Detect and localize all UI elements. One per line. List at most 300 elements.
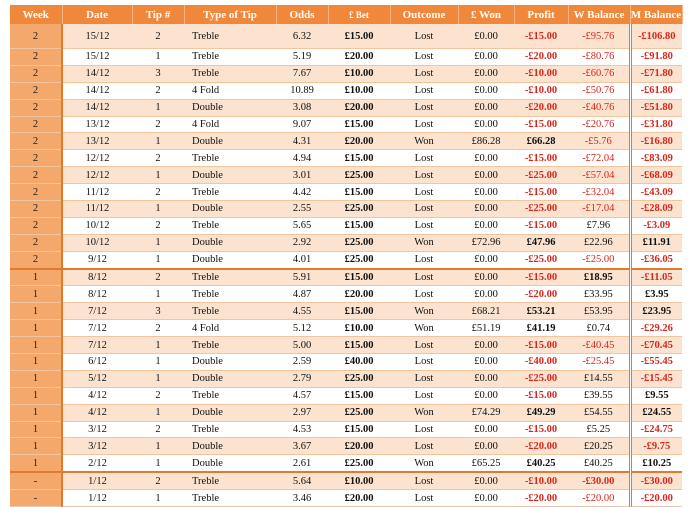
odds-cell: 4.42 [276, 184, 328, 201]
won-cell: £72.96 [458, 234, 514, 251]
tip-cell: 2 [132, 387, 184, 404]
w-balance-cell: -£20.76 [568, 116, 630, 133]
tip-cell: 2 [132, 82, 184, 99]
week-cell: 2 [10, 184, 62, 201]
outcome-cell: Won [390, 133, 458, 150]
outcome-cell: Lost [390, 286, 458, 303]
date-cell: 9/12 [62, 251, 132, 268]
outcome-cell: Lost [390, 49, 458, 66]
week-cell: 1 [10, 337, 62, 354]
m-balance-cell: -£31.80 [630, 116, 682, 133]
profit-cell: -£20.00 [514, 49, 568, 66]
m-balance-cell: -£36.05 [630, 251, 682, 268]
tip-cell: 1 [132, 286, 184, 303]
header-profit: Profit [514, 5, 568, 24]
profit-cell: -£20.00 [514, 99, 568, 116]
tip-cell: 1 [132, 49, 184, 66]
odds-cell: 5.64 [276, 472, 328, 489]
bet-cell: £15.00 [328, 269, 390, 286]
date-cell: 11/12 [62, 201, 132, 218]
odds-cell: 2.97 [276, 404, 328, 421]
table-row [10, 251, 682, 268]
won-cell: £0.00 [458, 65, 514, 82]
profit-cell: -£15.00 [514, 150, 568, 167]
tip-cell: 1 [132, 167, 184, 184]
w-balance-cell: -£72.04 [568, 150, 630, 167]
won-cell: £0.00 [458, 286, 514, 303]
odds-cell: 4.55 [276, 303, 328, 320]
m-balance-cell: -£3.09 [630, 217, 682, 234]
bet-cell: £20.00 [328, 133, 390, 150]
bet-cell: £25.00 [328, 404, 390, 421]
tip-type-cell: Treble [184, 49, 276, 66]
w-balance-cell: -£25.00 [568, 251, 630, 268]
won-cell: £0.00 [458, 184, 514, 201]
table-row [10, 24, 682, 49]
m-balance-cell: -£29.26 [630, 320, 682, 337]
tip-type-cell: Double [184, 404, 276, 421]
outcome-cell: Won [390, 320, 458, 337]
week-cell: 1 [10, 286, 62, 303]
outcome-cell: Lost [390, 116, 458, 133]
bet-cell: £15.00 [328, 421, 390, 438]
tip-cell: 2 [132, 421, 184, 438]
date-cell: 10/12 [62, 217, 132, 234]
odds-cell: 4.01 [276, 251, 328, 268]
profit-cell: -£25.00 [514, 201, 568, 218]
table-row [10, 99, 682, 116]
outcome-cell: Lost [390, 65, 458, 82]
w-balance-cell: £14.55 [568, 370, 630, 387]
m-balance-cell: -£61.80 [630, 82, 682, 99]
odds-cell: 5.65 [276, 217, 328, 234]
outcome-cell: Won [390, 404, 458, 421]
odds-cell: 10.89 [276, 82, 328, 99]
won-cell: £0.00 [458, 490, 514, 507]
header-type: Type of Tip [184, 5, 276, 24]
tip-cell: 3 [132, 303, 184, 320]
w-balance-cell: -£50.76 [568, 82, 630, 99]
odds-cell: 5.19 [276, 49, 328, 66]
profit-cell: -£25.00 [514, 167, 568, 184]
tip-cell: 1 [132, 234, 184, 251]
week-cell: 2 [10, 133, 62, 150]
table-row [10, 286, 682, 303]
date-cell: 3/12 [62, 438, 132, 455]
header-outcome: Outcome [390, 5, 458, 24]
tip-type-cell: Treble [184, 490, 276, 507]
bet-cell: £15.00 [328, 337, 390, 354]
date-cell: 8/12 [62, 269, 132, 286]
week-cell: 2 [10, 234, 62, 251]
table-row [10, 404, 682, 421]
bet-cell: £10.00 [328, 472, 390, 489]
m-balance-cell: -£28.09 [630, 201, 682, 218]
outcome-cell: Lost [390, 438, 458, 455]
outcome-cell: Lost [390, 269, 458, 286]
won-cell: £0.00 [458, 167, 514, 184]
odds-cell: 3.08 [276, 99, 328, 116]
profit-cell: -£15.00 [514, 217, 568, 234]
table-row [10, 167, 682, 184]
m-balance-cell: -£9.75 [630, 438, 682, 455]
table-row [10, 116, 682, 133]
tip-cell: 2 [132, 150, 184, 167]
date-cell: 13/12 [62, 133, 132, 150]
outcome-cell: Lost [390, 370, 458, 387]
date-cell: 3/12 [62, 421, 132, 438]
odds-cell: 6.32 [276, 24, 328, 49]
outcome-cell: Won [390, 303, 458, 320]
odds-cell: 4.53 [276, 421, 328, 438]
w-balance-cell: £40.25 [568, 455, 630, 472]
m-balance-cell: -£91.80 [630, 49, 682, 66]
date-cell: 2/12 [62, 455, 132, 472]
won-cell: £68.21 [458, 303, 514, 320]
odds-cell: 5.91 [276, 269, 328, 286]
week-cell: 2 [10, 49, 62, 66]
outcome-cell: Lost [390, 217, 458, 234]
tip-cell: 2 [132, 320, 184, 337]
date-cell: 15/12 [62, 49, 132, 66]
tip-cell: 1 [132, 370, 184, 387]
table-row [10, 438, 682, 455]
tip-cell: 2 [132, 24, 184, 49]
won-cell: £0.00 [458, 472, 514, 489]
profit-cell: £53.21 [514, 303, 568, 320]
odds-cell: 2.79 [276, 370, 328, 387]
tip-type-cell: Double [184, 455, 276, 472]
tip-cell: 1 [132, 99, 184, 116]
bet-cell: £15.00 [328, 387, 390, 404]
tip-cell: 1 [132, 455, 184, 472]
odds-cell: 5.00 [276, 337, 328, 354]
date-cell: 1/12 [62, 472, 132, 489]
odds-cell: 2.59 [276, 354, 328, 371]
profit-cell: -£15.00 [514, 184, 568, 201]
bet-cell: £25.00 [328, 370, 390, 387]
w-balance-cell: £22.96 [568, 234, 630, 251]
won-cell: £0.00 [458, 370, 514, 387]
profit-cell: -£15.00 [514, 116, 568, 133]
week-cell: 1 [10, 269, 62, 286]
won-cell: £0.00 [458, 354, 514, 371]
won-cell: £0.00 [458, 387, 514, 404]
tip-type-cell: 4 Fold [184, 320, 276, 337]
tip-type-cell: 4 Fold [184, 116, 276, 133]
profit-cell: -£20.00 [514, 490, 568, 507]
header-won: £ Won [458, 5, 514, 24]
w-balance-cell: -£40.76 [568, 99, 630, 116]
header-week: Week [10, 5, 62, 24]
tip-type-cell: Double [184, 234, 276, 251]
won-cell: £65.25 [458, 455, 514, 472]
header-w-balance: W Balance [568, 5, 630, 24]
date-cell: 14/12 [62, 82, 132, 99]
bet-cell: £25.00 [328, 167, 390, 184]
bet-cell: £20.00 [328, 99, 390, 116]
m-balance-cell: -£51.80 [630, 99, 682, 116]
date-cell: 15/12 [62, 24, 132, 49]
table-row [10, 455, 682, 472]
w-balance-cell: £33.95 [568, 286, 630, 303]
bet-cell: £15.00 [328, 303, 390, 320]
m-balance-cell: £24.55 [630, 404, 682, 421]
date-cell: 13/12 [62, 116, 132, 133]
outcome-cell: Won [390, 455, 458, 472]
w-balance-cell: £7.96 [568, 217, 630, 234]
m-balance-cell: -£15.45 [630, 370, 682, 387]
table-row [10, 303, 682, 320]
header-tip: Tip # [132, 5, 184, 24]
bet-cell: £20.00 [328, 438, 390, 455]
outcome-cell: Lost [390, 82, 458, 99]
bet-cell: £40.00 [328, 354, 390, 371]
bet-cell: £10.00 [328, 65, 390, 82]
won-cell: £0.00 [458, 201, 514, 218]
tip-type-cell: Double [184, 167, 276, 184]
week-cell: 1 [10, 455, 62, 472]
odds-cell: 5.12 [276, 320, 328, 337]
won-cell: £0.00 [458, 150, 514, 167]
won-cell: £86.28 [458, 133, 514, 150]
bet-cell: £20.00 [328, 49, 390, 66]
m-balance-cell: -£71.80 [630, 65, 682, 82]
outcome-cell: Lost [390, 354, 458, 371]
week-cell: 2 [10, 65, 62, 82]
w-balance-cell: -£5.76 [568, 133, 630, 150]
won-cell: £0.00 [458, 269, 514, 286]
table-row [10, 387, 682, 404]
week-cell: 2 [10, 167, 62, 184]
header-row [10, 5, 682, 24]
date-cell: 8/12 [62, 286, 132, 303]
tip-type-cell: 4 Fold [184, 82, 276, 99]
week-cell: 1 [10, 320, 62, 337]
w-balance-cell: £53.95 [568, 303, 630, 320]
table-row [10, 472, 682, 489]
w-balance-cell: -£80.76 [568, 49, 630, 66]
outcome-cell: Lost [390, 167, 458, 184]
tip-cell: 2 [132, 269, 184, 286]
table-row [10, 354, 682, 371]
week-cell: 1 [10, 387, 62, 404]
tip-type-cell: Double [184, 370, 276, 387]
table-row [10, 201, 682, 218]
bet-cell: £25.00 [328, 251, 390, 268]
week-cell: 1 [10, 370, 62, 387]
tip-type-cell: Treble [184, 303, 276, 320]
tip-cell: 1 [132, 438, 184, 455]
odds-cell: 3.01 [276, 167, 328, 184]
date-cell: 12/12 [62, 150, 132, 167]
odds-cell: 4.57 [276, 387, 328, 404]
week-cell: 2 [10, 116, 62, 133]
won-cell: £0.00 [458, 99, 514, 116]
profit-cell: -£10.00 [514, 472, 568, 489]
won-cell: £0.00 [458, 116, 514, 133]
m-balance-cell: -£70.45 [630, 337, 682, 354]
tips-results-table-wrapper [10, 5, 682, 507]
date-cell: 14/12 [62, 65, 132, 82]
odds-cell: 4.87 [276, 286, 328, 303]
w-balance-cell: -£32.04 [568, 184, 630, 201]
header-odds: Odds [276, 5, 328, 24]
won-cell: £74.29 [458, 404, 514, 421]
m-balance-cell: -£20.00 [630, 490, 682, 507]
table-row [10, 269, 682, 286]
w-balance-cell: -£30.00 [568, 472, 630, 489]
odds-cell: 2.61 [276, 455, 328, 472]
tip-cell: 1 [132, 490, 184, 507]
w-balance-cell: -£25.45 [568, 354, 630, 371]
tip-type-cell: Treble [184, 150, 276, 167]
profit-cell: £47.96 [514, 234, 568, 251]
w-balance-cell: £18.95 [568, 269, 630, 286]
won-cell: £0.00 [458, 438, 514, 455]
m-balance-cell: £3.95 [630, 286, 682, 303]
profit-cell: -£10.00 [514, 82, 568, 99]
bet-cell: £15.00 [328, 24, 390, 49]
won-cell: £0.00 [458, 24, 514, 49]
table-body [10, 24, 682, 507]
header-date: Date [62, 5, 132, 24]
w-balance-cell: £5.25 [568, 421, 630, 438]
profit-cell: -£15.00 [514, 24, 568, 49]
m-balance-cell: -£68.09 [630, 167, 682, 184]
bet-cell: £25.00 [328, 201, 390, 218]
bet-cell: £20.00 [328, 490, 390, 507]
w-balance-cell: -£95.76 [568, 24, 630, 49]
tip-type-cell: Treble [184, 65, 276, 82]
tip-cell: 1 [132, 201, 184, 218]
profit-cell: -£25.00 [514, 370, 568, 387]
tip-cell: 1 [132, 354, 184, 371]
header-bet: £ Bet [328, 5, 390, 24]
w-balance-cell: -£20.00 [568, 490, 630, 507]
tip-type-cell: Treble [184, 472, 276, 489]
outcome-cell: Lost [390, 150, 458, 167]
profit-cell: £40.25 [514, 455, 568, 472]
tip-cell: 1 [132, 337, 184, 354]
tip-type-cell: Double [184, 438, 276, 455]
won-cell: £0.00 [458, 337, 514, 354]
date-cell: 11/12 [62, 184, 132, 201]
week-cell: 2 [10, 99, 62, 116]
m-balance-cell: -£83.09 [630, 150, 682, 167]
table-row [10, 370, 682, 387]
week-cell: 2 [10, 82, 62, 99]
outcome-cell: Lost [390, 337, 458, 354]
tips-results-table [10, 5, 683, 507]
table-row [10, 337, 682, 354]
outcome-cell: Lost [390, 201, 458, 218]
m-balance-cell: -£30.00 [630, 472, 682, 489]
m-balance-cell: -£16.80 [630, 133, 682, 150]
outcome-cell: Won [390, 234, 458, 251]
tip-type-cell: Treble [184, 184, 276, 201]
table-row [10, 184, 682, 201]
week-cell: 2 [10, 201, 62, 218]
table-row [10, 217, 682, 234]
week-cell: 1 [10, 303, 62, 320]
week-cell: - [10, 490, 62, 507]
date-cell: 5/12 [62, 370, 132, 387]
week-cell: 2 [10, 24, 62, 49]
m-balance-cell: £11.91 [630, 234, 682, 251]
date-cell: 10/12 [62, 234, 132, 251]
week-cell: 1 [10, 421, 62, 438]
tip-type-cell: Treble [184, 337, 276, 354]
date-cell: 14/12 [62, 99, 132, 116]
week-cell: 1 [10, 438, 62, 455]
tip-cell: 3 [132, 65, 184, 82]
w-balance-cell: £20.25 [568, 438, 630, 455]
date-cell: 7/12 [62, 337, 132, 354]
profit-cell: -£25.00 [514, 251, 568, 268]
profit-cell: -£15.00 [514, 269, 568, 286]
tip-type-cell: Treble [184, 387, 276, 404]
m-balance-cell: £23.95 [630, 303, 682, 320]
date-cell: 4/12 [62, 404, 132, 421]
profit-cell: £41.19 [514, 320, 568, 337]
profit-cell: -£20.00 [514, 286, 568, 303]
m-balance-cell: £10.25 [630, 455, 682, 472]
won-cell: £51.19 [458, 320, 514, 337]
profit-cell: £66.28 [514, 133, 568, 150]
outcome-cell: Lost [390, 472, 458, 489]
tip-cell: 2 [132, 472, 184, 489]
bet-cell: £15.00 [328, 116, 390, 133]
m-balance-cell: £9.55 [630, 387, 682, 404]
m-balance-cell: -£55.45 [630, 354, 682, 371]
outcome-cell: Lost [390, 251, 458, 268]
tip-cell: 2 [132, 184, 184, 201]
bet-cell: £25.00 [328, 234, 390, 251]
m-balance-cell: -£24.75 [630, 421, 682, 438]
table-row [10, 421, 682, 438]
odds-cell: 2.92 [276, 234, 328, 251]
w-balance-cell: -£60.76 [568, 65, 630, 82]
table-row [10, 65, 682, 82]
table-row [10, 490, 682, 507]
tip-type-cell: Double [184, 201, 276, 218]
w-balance-cell: -£57.04 [568, 167, 630, 184]
odds-cell: 2.55 [276, 201, 328, 218]
header-m-balance: M Balance [630, 5, 682, 24]
w-balance-cell: £54.55 [568, 404, 630, 421]
date-cell: 4/12 [62, 387, 132, 404]
tip-cell: 2 [132, 217, 184, 234]
outcome-cell: Lost [390, 184, 458, 201]
won-cell: £0.00 [458, 217, 514, 234]
date-cell: 7/12 [62, 320, 132, 337]
tip-type-cell: Treble [184, 24, 276, 49]
odds-cell: 3.67 [276, 438, 328, 455]
tip-type-cell: Double [184, 251, 276, 268]
outcome-cell: Lost [390, 387, 458, 404]
date-cell: 7/12 [62, 303, 132, 320]
bet-cell: £15.00 [328, 217, 390, 234]
bet-cell: £15.00 [328, 184, 390, 201]
tip-type-cell: Double [184, 354, 276, 371]
won-cell: £0.00 [458, 49, 514, 66]
tip-cell: 1 [132, 133, 184, 150]
odds-cell: 4.31 [276, 133, 328, 150]
bet-cell: £15.00 [328, 150, 390, 167]
m-balance-cell: -£11.05 [630, 269, 682, 286]
week-cell: 1 [10, 404, 62, 421]
